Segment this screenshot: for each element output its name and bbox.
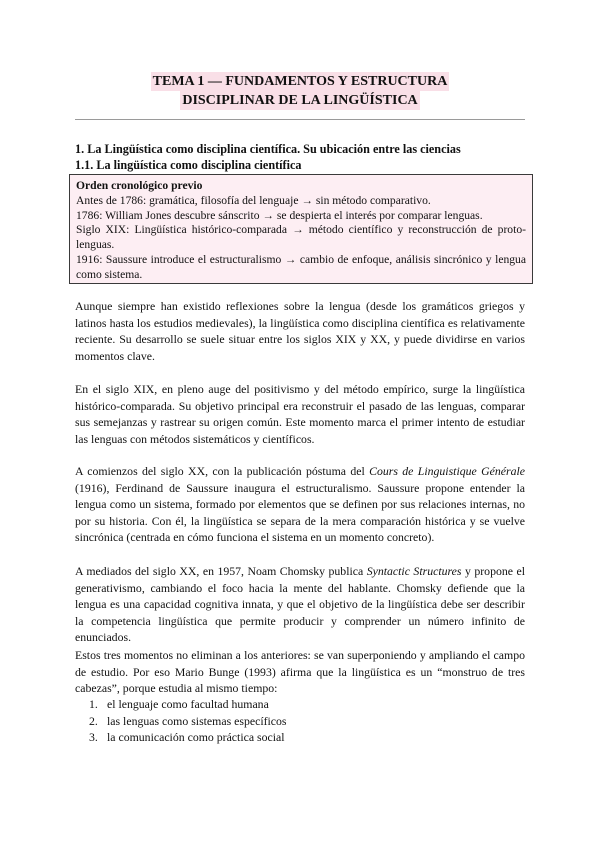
paragraph-chomsky-text-2: y propone el generativismo, cambiando el foco hacia la mente del hablante. Chomsky defiende que la lengua es una capacidad cognitiva innata, y que el objetivo de la lingüística debe ser describir la competencia lingüística que permite producir y comprender un número infinito de enunciados. xyxy=(75,564,525,645)
list-item xyxy=(75,729,525,746)
chronology-box-title: Orden cronológico previo xyxy=(76,179,203,192)
paragraph-chomsky xyxy=(75,563,525,646)
list-item-text: el lenguaje como facultad humana xyxy=(107,697,269,711)
list-item-number: 3. xyxy=(89,730,98,745)
paragraph-xix: En el siglo XIX, en pleno auge del positivismo y del método empírico, surge la lingüística histórico-comparada. Su objetivo principal era reconstruir el pasado de las lenguas, comparar sus semejanzas y rastrear su origen común. Este momento marca el primer intento de estudiar las lenguas con métodos sistemáticos y científicos. xyxy=(75,382,525,446)
title-divider xyxy=(75,119,525,120)
paragraph-saussure xyxy=(75,463,525,546)
chronology-item: 1916: Saussure introduce el estructuralismo → cambio de enfoque, análisis sincrónico y lengua como sistema. xyxy=(76,252,526,281)
list-item xyxy=(75,713,525,730)
paragraph-chomsky-text-1: A mediados del siglo XX, en 1957, Noam Chomsky publica xyxy=(75,564,367,578)
paragraph-bunge: Estos tres momentos no eliminan a los anteriores: se van superponiendo y ampliando el campo de estudio. Por eso Mario Bunge (1993) afirma que la lingüística es un “monstruo de tres cabezas”, porque estudia al mismo tiempo: xyxy=(75,648,525,696)
list-item-number: 1. xyxy=(89,697,98,711)
title-line-1: TEMA 1 — FUNDAMENTOS Y ESTRUCTURA xyxy=(152,74,448,89)
paragraph-chomsky-book-title: Syntactic Structures xyxy=(366,564,462,578)
paragraph-intro: Aunque siempre han existido reflexiones sobre la lengua (desde los gramáticos griegos y latinos hasta los estudios medievales), la lingüística como disciplina científica es relativamente reciente. Su desarrollo se suele situar entre los siglos XIX y XX, y puede dividirse en varios momentos clave. xyxy=(75,299,525,363)
paragraph-saussure-text-2: (1916), Ferdinand de Saussure inaugura el estructuralismo. Saussure propone entender la lengua como un sistema, formado por elementos que se definen por sus relaciones internas, no por su historia. Con él, la lingüística se separa de la mera comparación histórica y se vuelve sincrónica (centrada en cómo funciona el sistema en un momento concreto). xyxy=(75,480,525,545)
chronology-item: 1786: William Jones descubre sánscrito → se despierta el interés por comparar lenguas. xyxy=(76,208,483,222)
page-title xyxy=(0,72,600,110)
subsection-heading: 1.1. La lingüística como disciplina científica xyxy=(75,158,302,172)
list-item-number: 2. xyxy=(89,713,98,728)
list-item-text: las lenguas como sistemas específicos xyxy=(107,713,287,728)
section-heading: 1. La Lingüística como disciplina científica. Su ubicación entre las ciencias xyxy=(75,142,461,156)
list-item-text: la comunicación como práctica social xyxy=(107,730,285,745)
chronology-box xyxy=(69,174,533,284)
list-item xyxy=(75,696,525,713)
chronology-item: Antes de 1786: gramática, filosofía del lenguaje → sin método comparativo. xyxy=(76,193,431,207)
paragraph-saussure-book-title: Cours de Linguistique Générale xyxy=(369,464,525,478)
paragraph-saussure-text-1: A comienzos del siglo XX, con la publicación póstuma del xyxy=(75,464,370,478)
title-line-2: DISCIPLINAR DE LA LINGÜÍSTICA xyxy=(182,93,418,108)
numbered-list xyxy=(75,696,525,746)
chronology-item: Siglo XIX: Lingüística histórico-comparada → método científico y reconstrucción de proto-lenguas. xyxy=(76,223,526,252)
